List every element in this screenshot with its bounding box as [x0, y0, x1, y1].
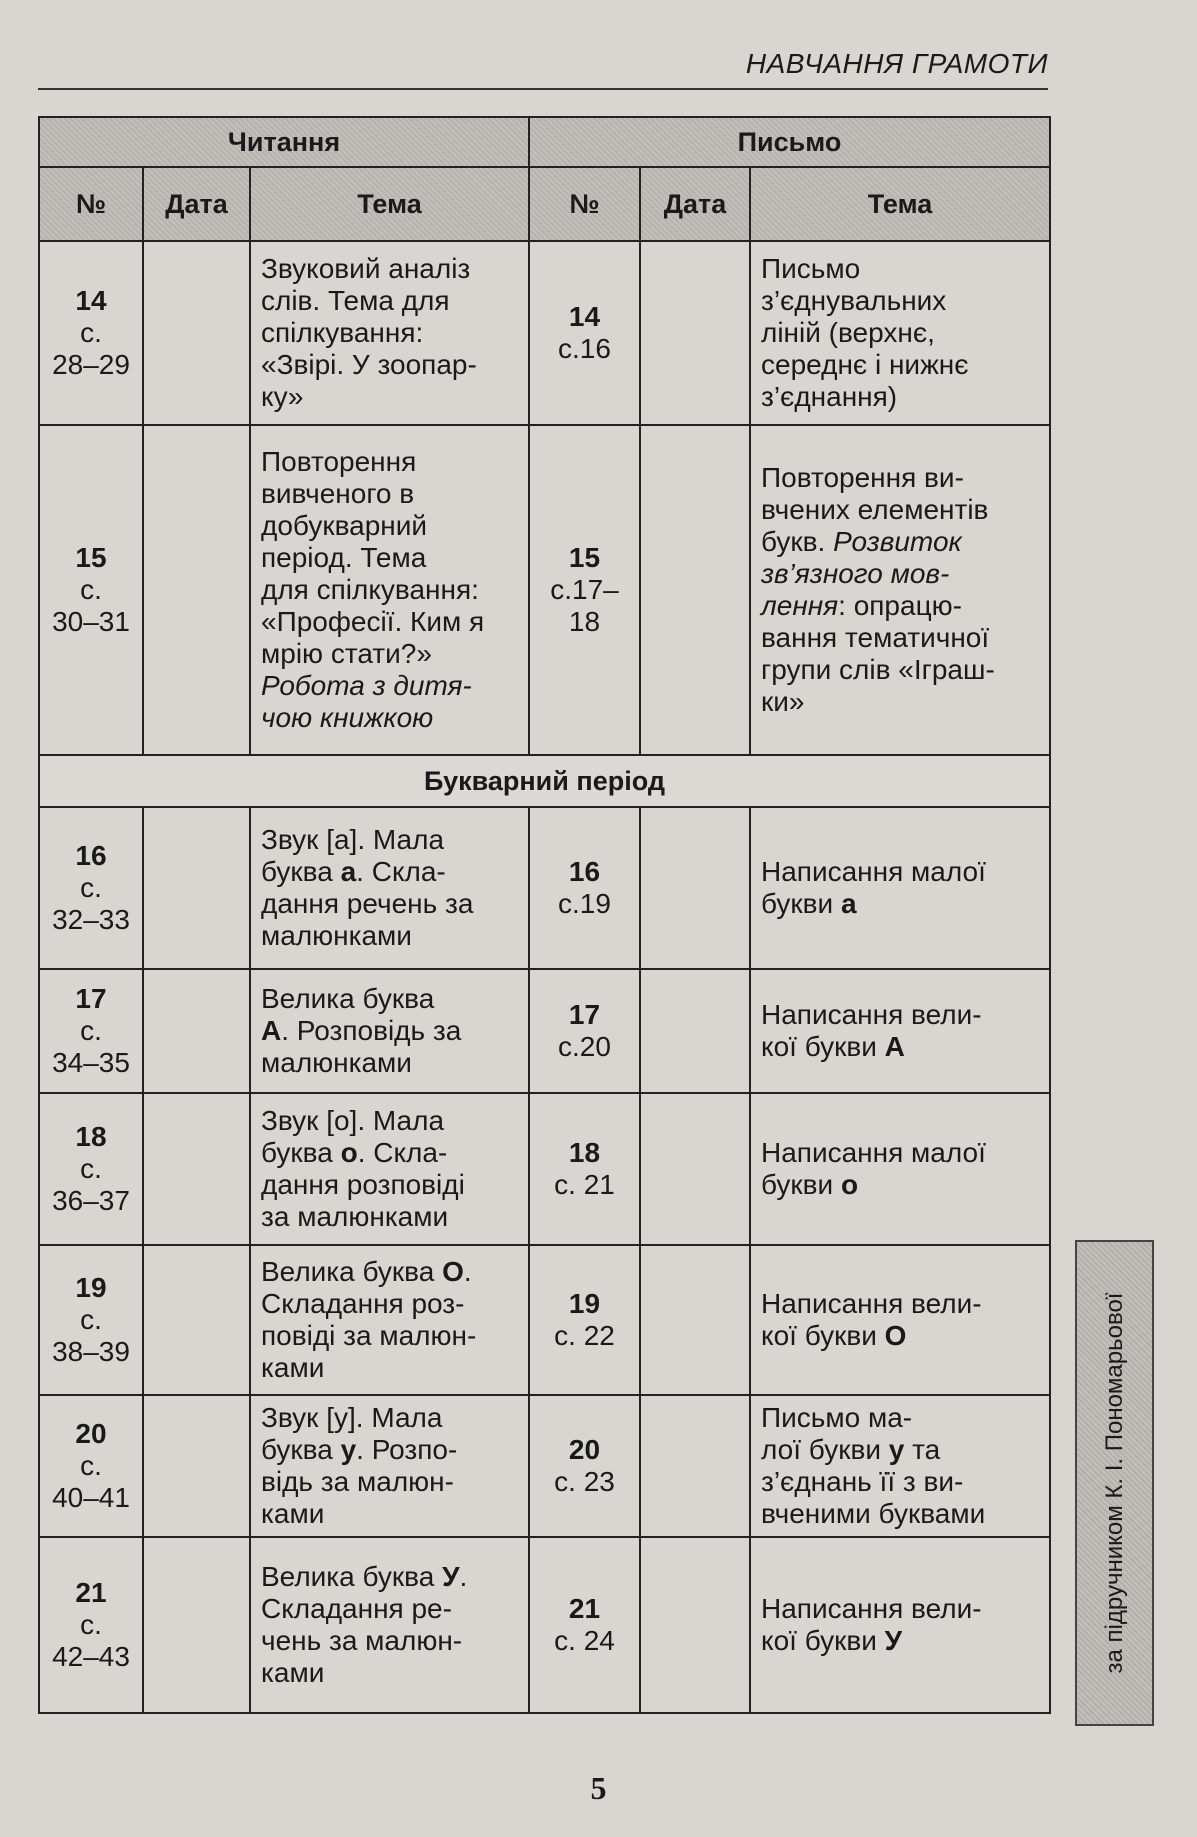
reading-lesson-number: 19 с. 38–39 [39, 1245, 143, 1395]
reading-date-cell[interactable] [143, 1093, 250, 1245]
group-header-writing: Письмо [529, 117, 1050, 167]
table-row [39, 807, 1050, 969]
group-header-reading: Читання [39, 117, 529, 167]
writing-lesson-number: 14 с.16 [529, 241, 640, 425]
writing-date-cell[interactable] [640, 1093, 750, 1245]
writing-lesson-number: 19 с. 22 [529, 1245, 640, 1395]
side-tab-label: за підручником К. І. Пономарьової [1100, 1292, 1128, 1674]
reading-date-cell[interactable] [143, 969, 250, 1093]
col-header-topic: Тема [250, 167, 529, 241]
reading-date-cell[interactable] [143, 1395, 250, 1537]
writing-date-cell[interactable] [640, 1537, 750, 1713]
reading-lesson-number: 15 с. 30–31 [39, 425, 143, 755]
reading-lesson-number: 20 с. 40–41 [39, 1395, 143, 1537]
writing-topic: Написання вели- кої букви У [750, 1537, 1050, 1713]
table-row [39, 425, 1050, 755]
writing-date-cell[interactable] [640, 241, 750, 425]
reading-date-cell[interactable] [143, 1537, 250, 1713]
col-header-date: Дата [143, 167, 250, 241]
writing-lesson-number: 20 с. 23 [529, 1395, 640, 1537]
writing-topic: Написання вели- кої букви О [750, 1245, 1050, 1395]
reading-topic: Велика буква А. Розповідь за малюнками [250, 969, 529, 1093]
writing-lesson-number: 16 с.19 [529, 807, 640, 969]
writing-lesson-number: 21 с. 24 [529, 1537, 640, 1713]
table-row [39, 1093, 1050, 1245]
writing-date-cell[interactable] [640, 425, 750, 755]
period-heading: Букварний період [39, 755, 1050, 807]
reading-topic: Звук [а]. Мала буква а. Скла- дання речень за малюнками [250, 807, 529, 969]
writing-topic: Написання малої букви о [750, 1093, 1050, 1245]
running-head: НАВЧАННЯ ГРАМОТИ [745, 48, 1048, 79]
reading-topic: Велика буква О. Складання роз- повіді за малюн- ками [250, 1245, 529, 1395]
writing-topic: Написання вели- кої букви А [750, 969, 1050, 1093]
table-row [39, 969, 1050, 1093]
reading-lesson-number: 16 с. 32–33 [39, 807, 143, 969]
reading-date-cell[interactable] [143, 241, 250, 425]
writing-lesson-number: 17 с.20 [529, 969, 640, 1093]
col-header-number: № [39, 167, 143, 241]
writing-date-cell[interactable] [640, 1245, 750, 1395]
writing-topic: Написання малої букви а [750, 807, 1050, 969]
table-row [39, 1395, 1050, 1537]
reading-topic: Звук [у]. Мала буква у. Розпо- відь за малюн- ками [250, 1395, 529, 1537]
writing-lesson-number: 15 с.17– 18 [529, 425, 640, 755]
writing-topic: Письмо з’єднувальних ліній (верхнє, середнє і нижнє з’єднання) [750, 241, 1050, 425]
lesson-plan-table [38, 116, 1051, 1714]
table-row [39, 1245, 1050, 1395]
reading-date-cell[interactable] [143, 425, 250, 755]
table-row [39, 241, 1050, 425]
reading-topic: Звук [о]. Мала буква о. Скла- дання розповіді за малюнками [250, 1093, 529, 1245]
reading-lesson-number: 18 с. 36–37 [39, 1093, 143, 1245]
reading-topic: Повторення вивченого в добукварний період. Тема для спілкування: «Професії. Ким я мрію стати?» Робота з дитя- чою книжкою [250, 425, 529, 755]
writing-date-cell[interactable] [640, 969, 750, 1093]
reading-lesson-number: 17 с. 34–35 [39, 969, 143, 1093]
header-rule [38, 88, 1048, 90]
col-header-date: Дата [640, 167, 750, 241]
writing-date-cell[interactable] [640, 1395, 750, 1537]
table-row [39, 1537, 1050, 1713]
reading-date-cell[interactable] [143, 807, 250, 969]
side-tab [1075, 1240, 1154, 1726]
writing-topic: Повторення ви- вчених елементів букв. Розвиток зв’язного мов- лення: опрацю- вання тематичної групи слів «Іграш- ки» [750, 425, 1050, 755]
reading-topic: Велика буква У. Складання ре- чень за малюн- ками [250, 1537, 529, 1713]
col-header-number: № [529, 167, 640, 241]
writing-topic: Письмо ма- лої букви у та з’єднань її з ви- вченими буквами [750, 1395, 1050, 1537]
writing-lesson-number: 18 с. 21 [529, 1093, 640, 1245]
reading-topic: Звуковий аналіз слів. Тема для спілкування: «Звірі. У зоопар- ку» [250, 241, 529, 425]
page-number: 5 [590, 1770, 607, 1806]
reading-date-cell[interactable] [143, 1245, 250, 1395]
writing-date-cell[interactable] [640, 807, 750, 969]
reading-lesson-number: 21 с. 42–43 [39, 1537, 143, 1713]
reading-lesson-number: 14 с. 28–29 [39, 241, 143, 425]
col-header-topic: Тема [750, 167, 1050, 241]
